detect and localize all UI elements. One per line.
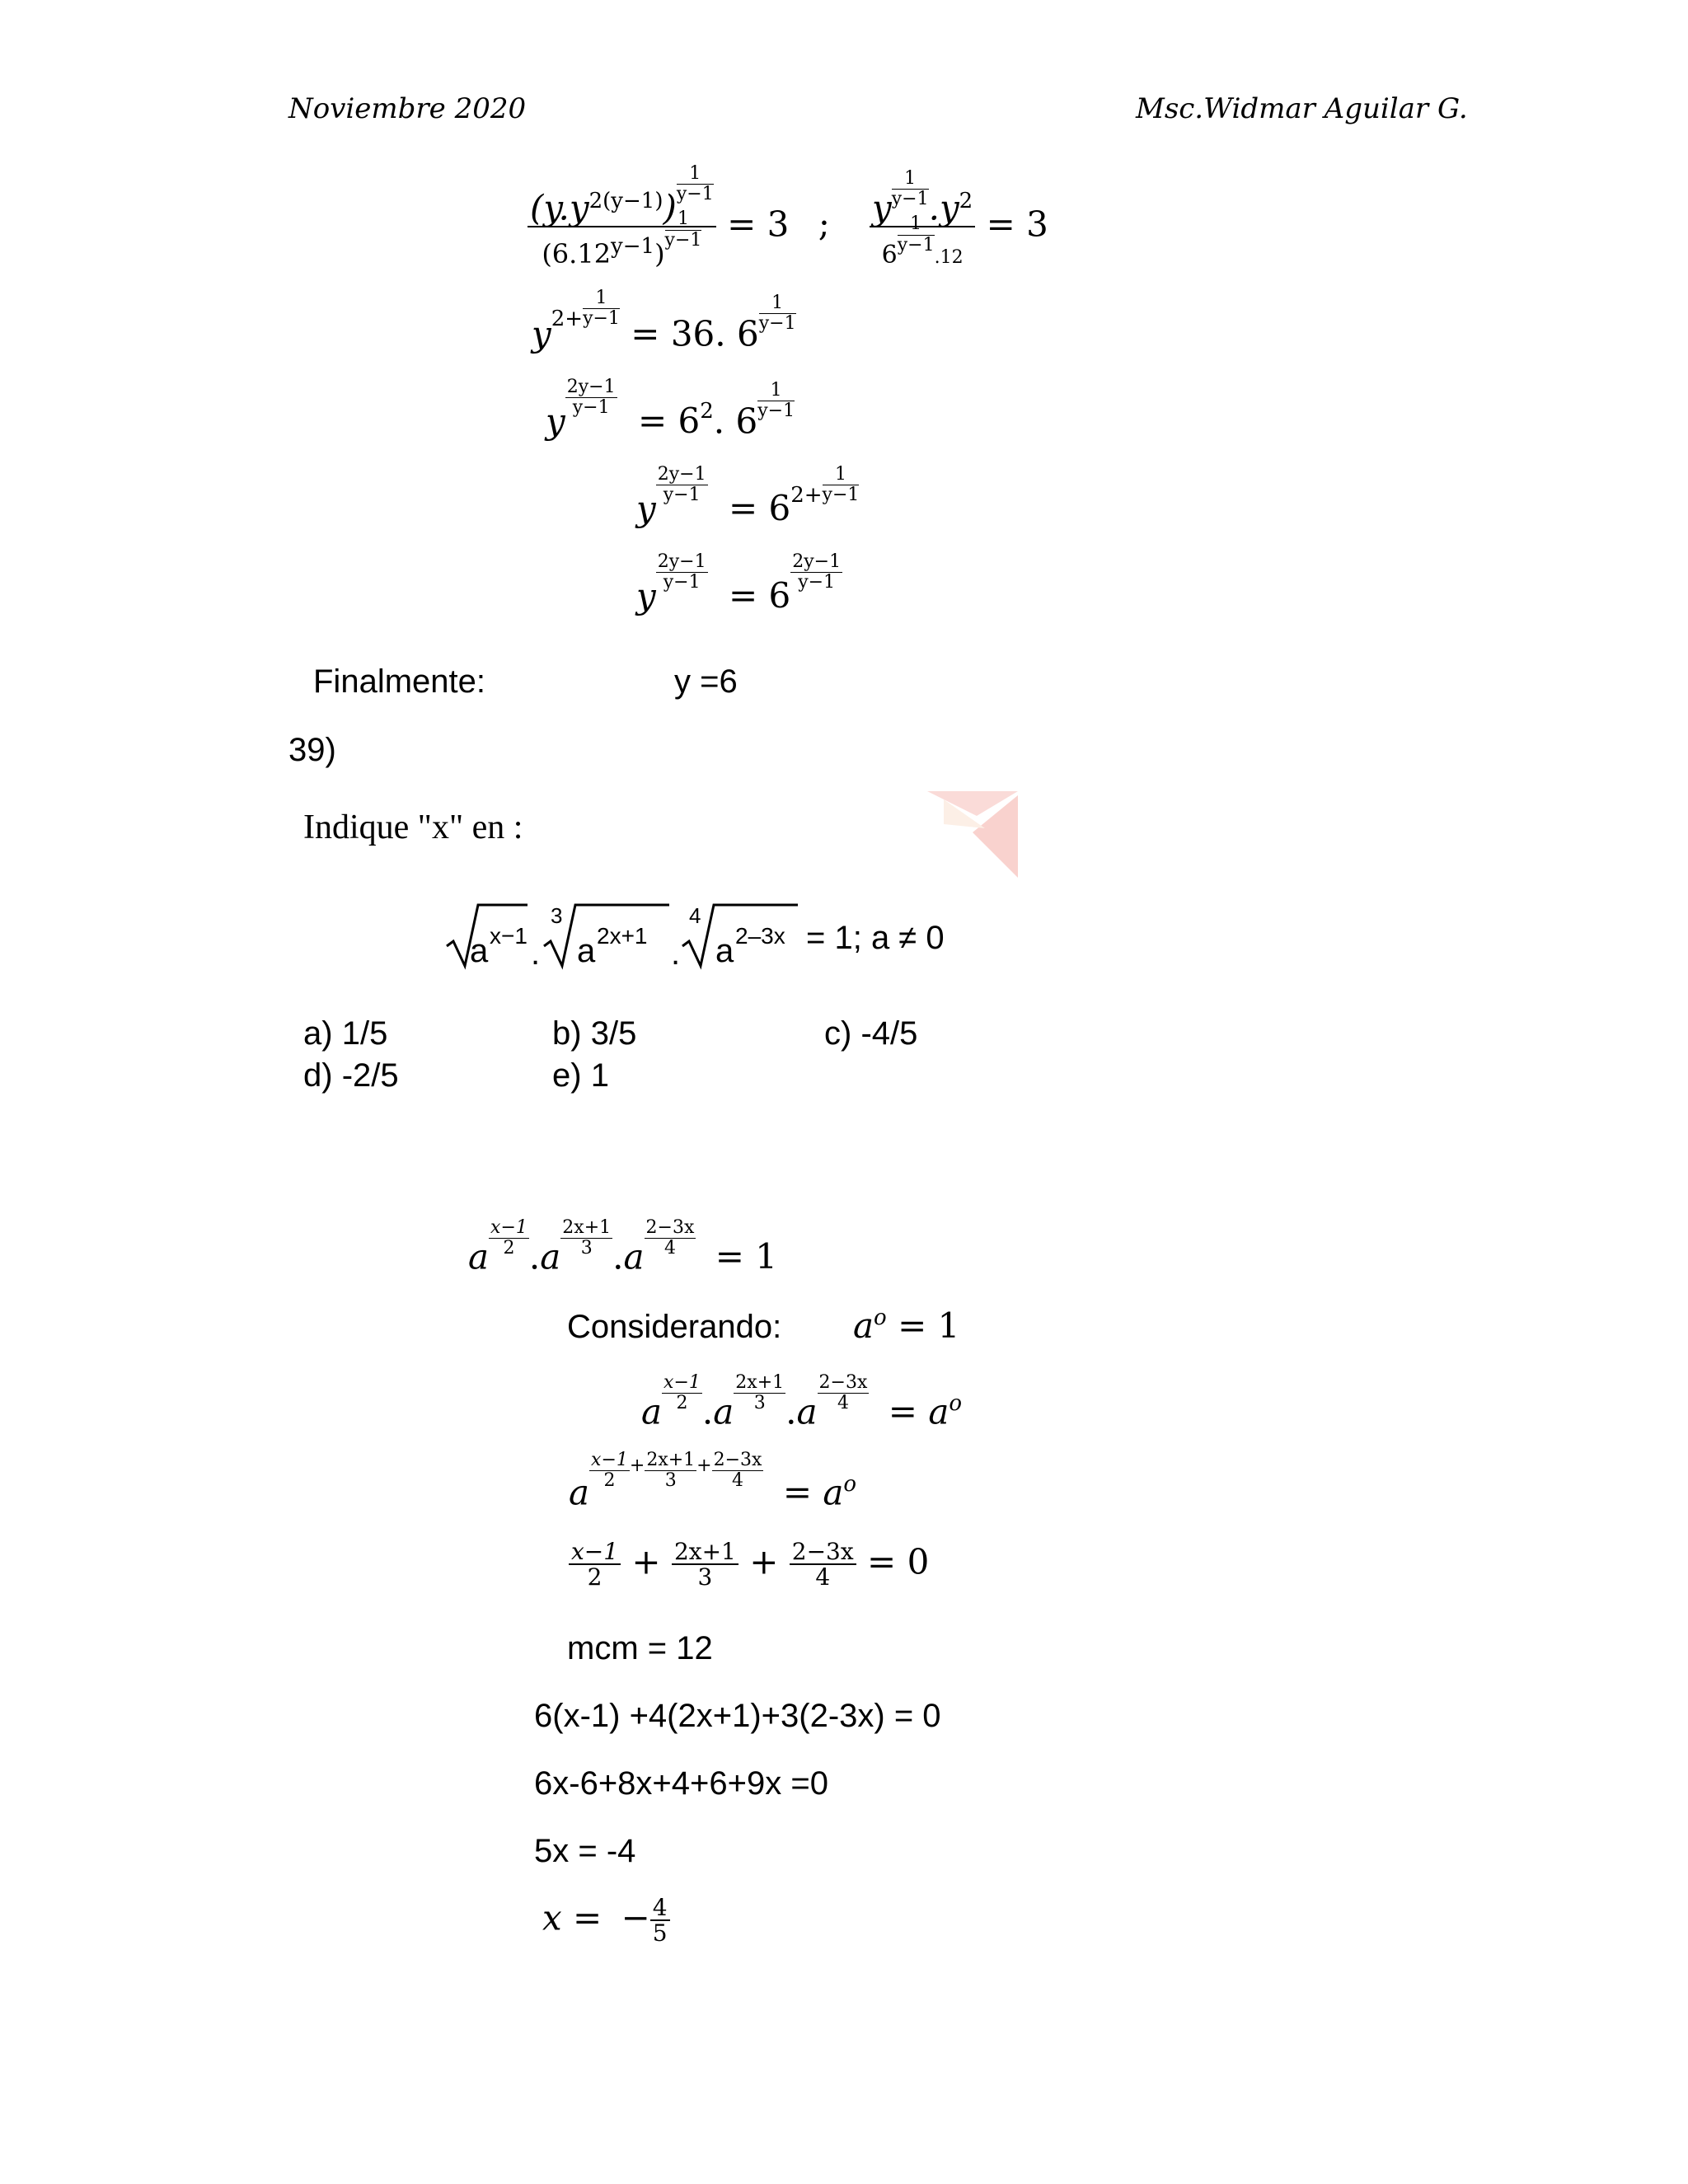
equation-a: 6(x-1) +4(2x+1)+3(2-3x) = 0: [534, 1698, 941, 1734]
svg-text:.: .: [671, 935, 681, 972]
eq-step-1: [528, 163, 830, 270]
radical-equation-tail: = 1; a ≠ 0: [806, 920, 945, 956]
considerando-label: Considerando:: [567, 1309, 782, 1345]
watermark-logo: [927, 791, 1022, 885]
eq-step-2-rhs: = 36. 6: [631, 313, 759, 354]
option-c: c) -4/5: [824, 1015, 918, 1052]
final-label: Finalmente:: [313, 663, 485, 700]
eq-step-5-rhs: = 6: [728, 575, 791, 616]
equation-c: 5x = -4: [534, 1833, 636, 1869]
solution-line-4: a $\frac{x-1}{2}$ + $\frac{2x+1}{3}$ + $\frac{2-3x}{4}$ = $a^o$: [569, 1450, 857, 1513]
considerando-expr: $a^o = 1$: [853, 1305, 960, 1346]
equation-b: 6x-6+8x+4+6+9x =0: [534, 1765, 828, 1802]
eq-step-1b-equals: = 3: [986, 204, 1048, 245]
eq-step-2: $y^{2+}$ $\frac{1}{y-1}$ = 36. 6 $\frac{1}{y-1}$: [532, 288, 796, 354]
mcm-line: mcm = 12: [567, 1630, 713, 1666]
radical-equation: [445, 898, 1006, 976]
eq-separator: ;: [818, 204, 830, 245]
eq-step-1-equals: = 3: [727, 204, 790, 245]
solution-line-3: a $\frac{x-1}{2}$ .a $\frac{2x+1}{3}$ .a $\frac{2-3x}{4}$ = $a^o$: [641, 1372, 963, 1432]
eq-step-3: y $\frac{2y-1}{y-1}$ = $6^2$. 6 $\frac{1}{y-1}$: [546, 377, 795, 442]
svg-text:a: a: [470, 933, 489, 969]
option-b: b) 3/5: [552, 1015, 637, 1052]
eq-step-5: y $\frac{2y-1}{y-1}$ = 6 $\frac{2y-1}{y-1}$: [636, 551, 842, 616]
problem-number: 39): [288, 732, 336, 768]
fraction-right: y $\frac{1}{y-1}$ $.y^2$ 6 $\frac{1}{y-1}$ .12: [870, 185, 975, 269]
eq-step-3-rhs: = 6: [637, 401, 701, 442]
option-a: a) 1/5: [303, 1015, 388, 1052]
solution-line-1: a $\frac{x-1}{2}$ .a $\frac{2x+1}{3}$ .a $\frac{2-3x}{4}$ = 1: [468, 1217, 778, 1277]
svg-text:x−1: x−1: [490, 923, 528, 949]
svg-text:2–3x: 2–3x: [735, 923, 785, 949]
fraction-left: $(y.y^{2(y-1)})$ $\frac{1}{y-1}$ $(6.12^{y-1})$ $\frac{1}{y-1}$: [528, 185, 716, 269]
header-author: Msc.Widmar Aguilar G.: [1136, 92, 1468, 125]
problem-prompt: Indique "x" en :: [303, 808, 523, 846]
header-date: Noviembre 2020: [288, 92, 527, 125]
final-answer: x = − $\frac{4}{5}$: [542, 1896, 670, 1946]
final-value: y =6: [674, 663, 738, 700]
eq-step-4: y $\frac{2y-1}{y-1}$ = $6^{2+}$ $\frac{1}{y-1}$: [636, 464, 860, 529]
svg-text:2x+1: 2x+1: [597, 923, 648, 949]
svg-text:a: a: [715, 933, 734, 969]
svg-text:3: 3: [551, 903, 563, 928]
svg-text:a: a: [577, 933, 596, 969]
eq-step-4-rhs: = 6: [728, 488, 791, 529]
svg-text:4: 4: [689, 903, 701, 928]
option-e: e) 1: [552, 1057, 609, 1094]
svg-text:.: .: [531, 935, 541, 972]
eq-step-1b: [870, 168, 1048, 270]
option-d: d) -2/5: [303, 1057, 399, 1094]
solution-line-5: $\frac{x-1}{2}$ + $\frac{2x+1}{3}$ + $\frac{2-3x}{4}$ = 0: [569, 1540, 929, 1590]
